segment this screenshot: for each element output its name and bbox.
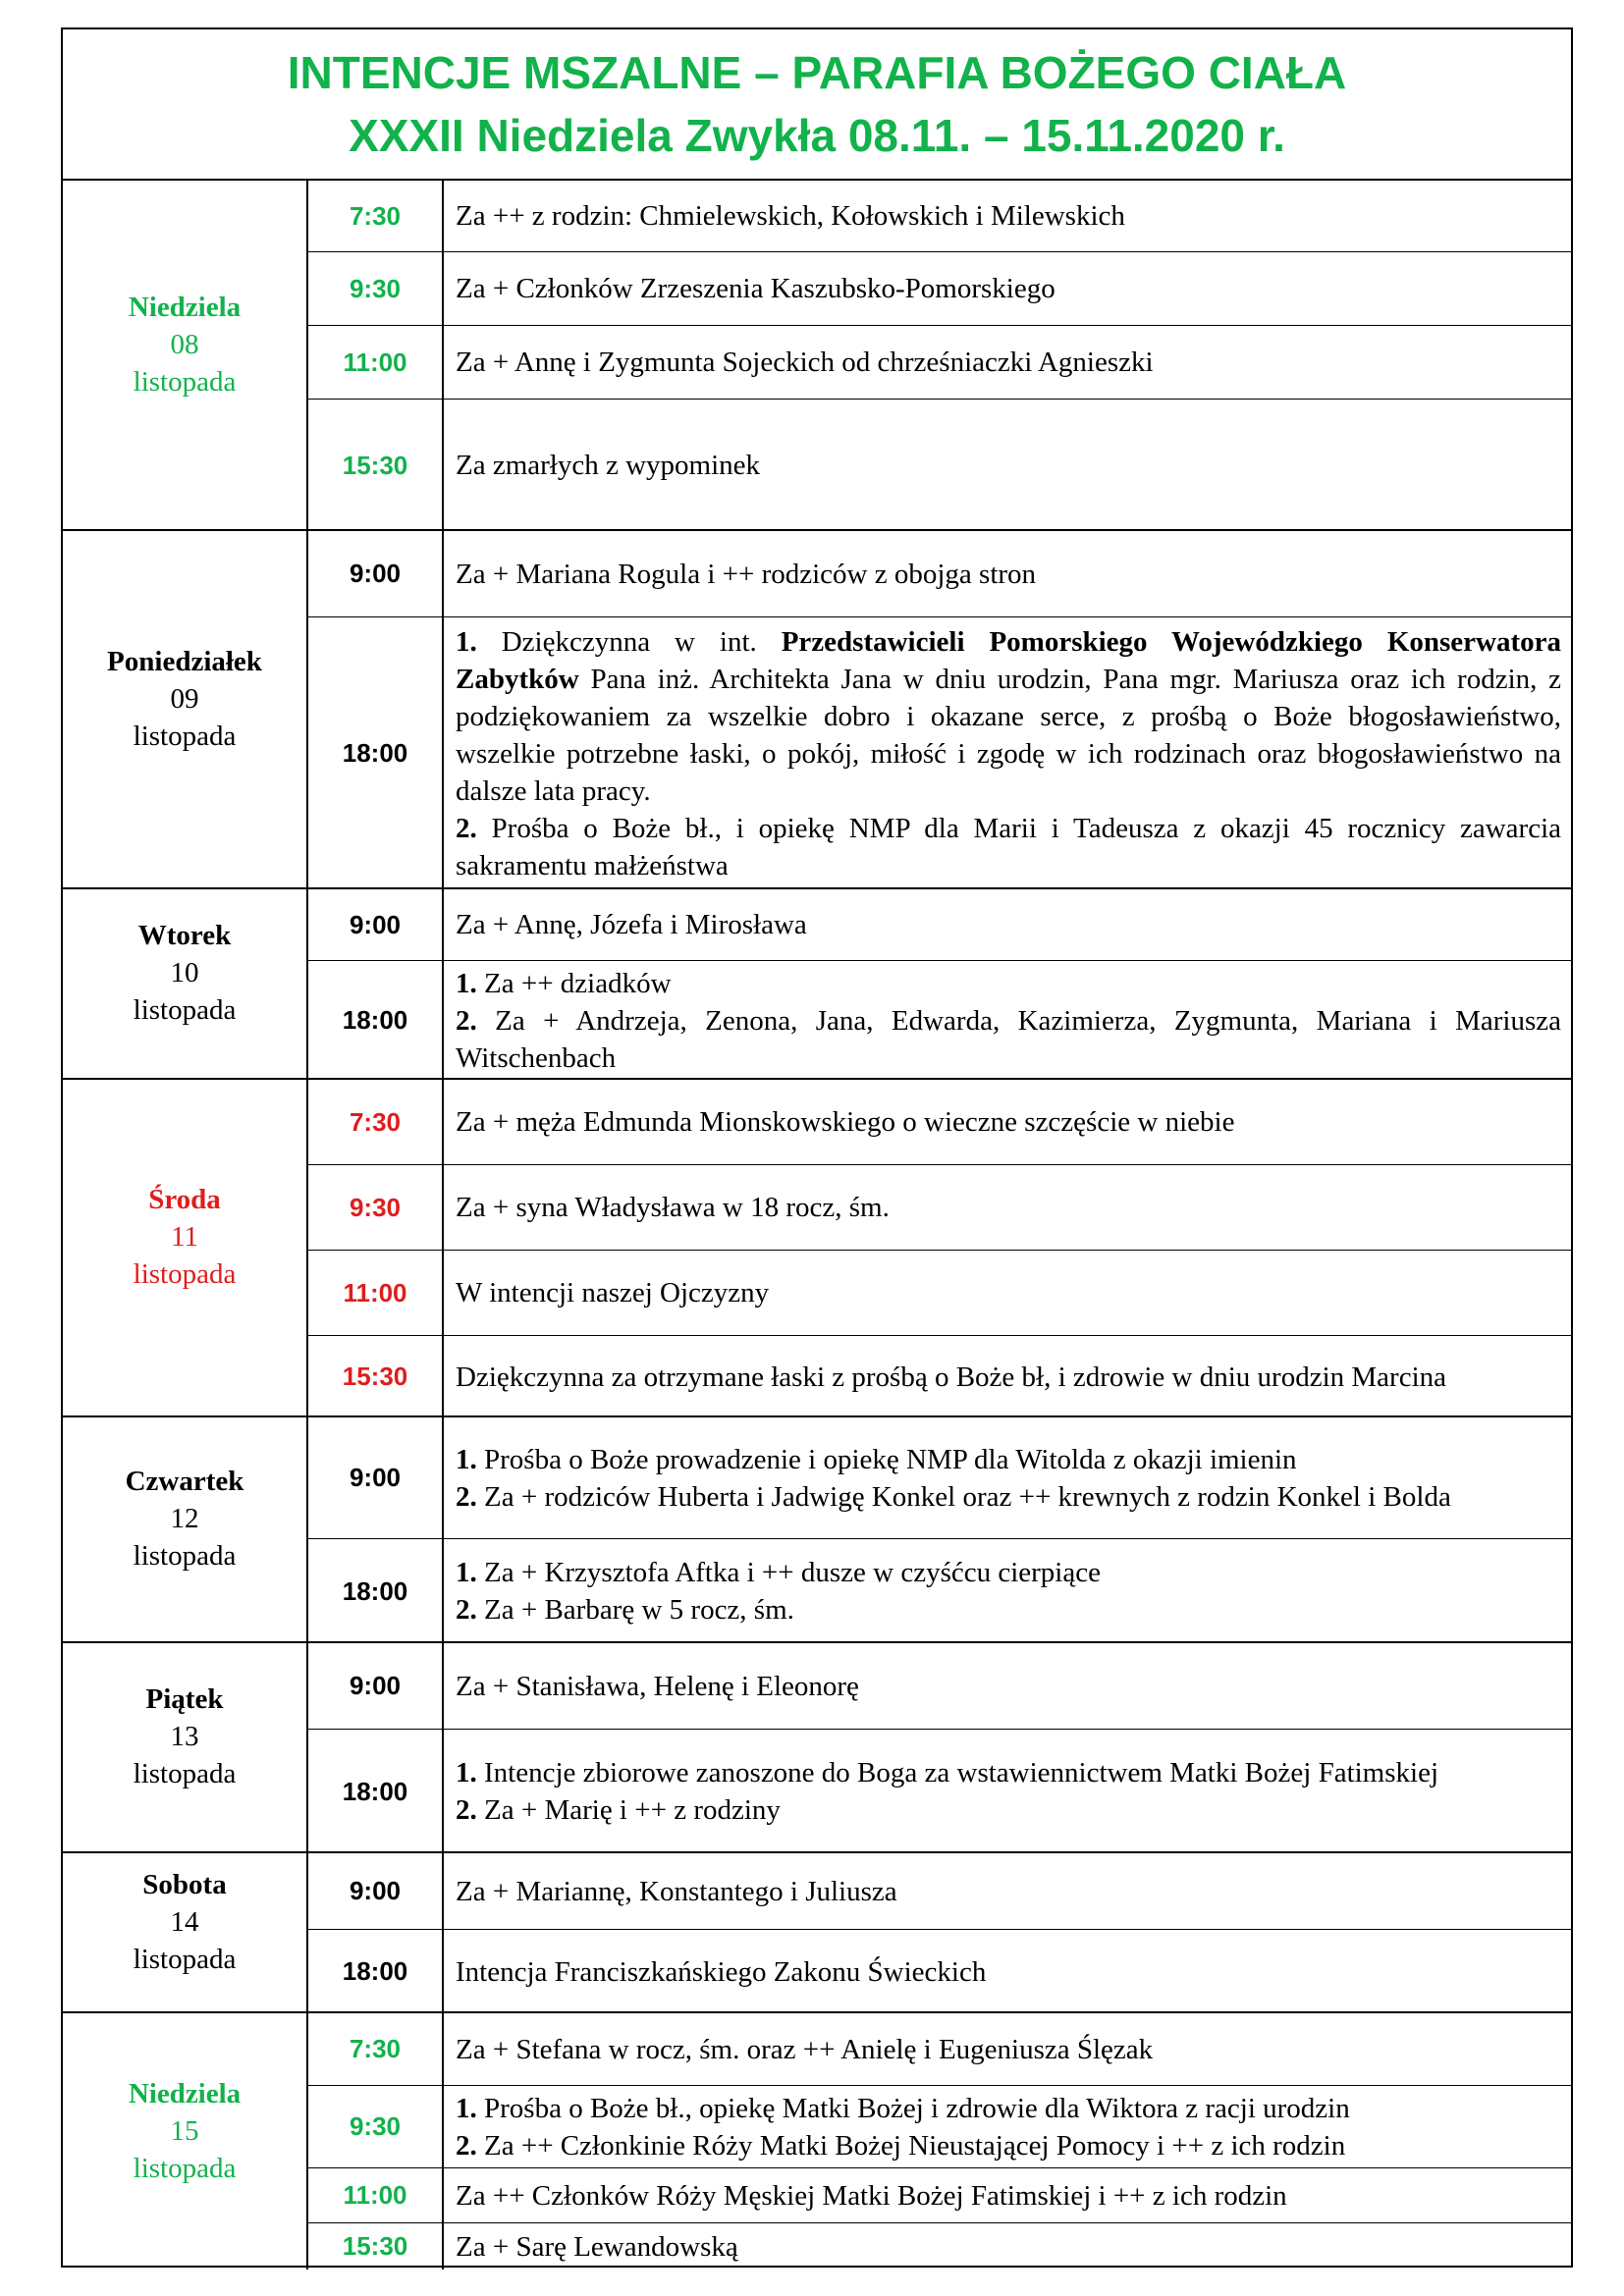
- page-header: [63, 29, 1571, 181]
- mass-slot: [308, 1539, 1571, 1643]
- day-month: listopada: [133, 1540, 237, 1572]
- day-row-wednesday-11: [63, 1080, 1571, 1417]
- mass-slot: [308, 2223, 1571, 2269]
- mass-slot: [308, 400, 1571, 531]
- day-row-tuesday-10: [63, 889, 1571, 1080]
- day-row-saturday-14: [63, 1853, 1571, 2013]
- day-number: 14: [170, 1905, 199, 1938]
- day-name: Niedziela: [128, 2077, 242, 2109]
- mass-time: 18:00: [308, 1539, 444, 1643]
- mass-slot: [308, 1930, 1571, 2013]
- page-title: INTENCJE MSZALNE – PARAFIA BOŻEGO CIAŁA: [287, 47, 1347, 98]
- mass-intention: Za + męża Edmunda Mionskowskiego o wieczne szczęście w niebie: [456, 1106, 1235, 1138]
- day-label: [63, 531, 308, 887]
- mass-time: 9:00: [308, 889, 444, 960]
- mass-time: 11:00: [308, 2168, 444, 2222]
- day-number: 10: [170, 957, 199, 988]
- day-month: listopada: [133, 2152, 237, 2184]
- mass-intention: Dziękczynna za otrzymane łaski z prośbą o Boże bł, i zdrowie w dniu urodzin Marcina: [456, 1361, 1446, 1393]
- day-label: [63, 2013, 308, 2269]
- mass-intention: 1. Intencje zbiorowe zanoszone do Boga za wstawiennictwem Matki Bożej Fatimskiej 2. Za + Marię i ++ z rodziny: [456, 1757, 1439, 1826]
- mass-slot: [308, 1165, 1571, 1251]
- mass-slot: [308, 961, 1571, 1080]
- day-label: [63, 1417, 308, 1641]
- mass-slot: [308, 1730, 1571, 1853]
- day-row-sunday-15: [63, 2013, 1571, 2269]
- mass-slot: [308, 531, 1571, 617]
- mass-slot: [308, 181, 1571, 252]
- mass-time: 18:00: [308, 617, 444, 889]
- mass-intention: W intencji naszej Ojczyzny: [456, 1277, 770, 1308]
- mass-intentions-sheet: [61, 27, 1573, 2268]
- mass-time: 9:30: [308, 252, 444, 325]
- mass-time: 7:30: [308, 1080, 444, 1164]
- mass-slot: [308, 2168, 1571, 2223]
- mass-slot: [308, 1336, 1571, 1417]
- mass-time: 7:30: [308, 2013, 444, 2085]
- mass-intention: 1. Prośba o Boże prowadzenie i opiekę NMP dla Witolda z okazji imienin 2. Za + rodziców Huberta i Jadwigę Konkel oraz ++ krewnych z rodzin Konkel i Bolda: [456, 1443, 1451, 1513]
- day-label: [63, 889, 308, 1078]
- day-name: Czwartek: [125, 1466, 244, 1497]
- mass-slot: [308, 2086, 1571, 2168]
- day-number: 09: [170, 682, 199, 715]
- day-name: Środa: [148, 1184, 221, 1215]
- day-row-thursday-12: [63, 1417, 1571, 1643]
- day-number: 12: [170, 1503, 199, 1534]
- mass-intention: Za + Annę, Józefa i Mirosława: [456, 909, 807, 940]
- day-label: [63, 181, 308, 529]
- mass-intention: Za ++ z rodzin: Chmielewskich, Kołowskich i Milewskich: [456, 200, 1125, 232]
- mass-intention: 1. Za + Krzysztofa Aftka i ++ dusze w czyśćcu cierpiące 2. Za + Barbarę w 5 rocz, śm.: [456, 1557, 1101, 1626]
- day-name: Niedziela: [128, 291, 242, 323]
- mass-slot: [308, 1080, 1571, 1165]
- mass-intention: Za + Stefana w rocz, śm. oraz ++ Anielę i Eugeniusza Ślęzak: [456, 2033, 1154, 2065]
- mass-slot: [308, 617, 1571, 889]
- day-row-monday-09: [63, 531, 1571, 889]
- mass-time: 9:00: [308, 1643, 444, 1729]
- page-subtitle: XXXII Niedziela Zwykła 08.11. – 15.11.2020 r.: [349, 110, 1285, 161]
- day-month: listopada: [133, 365, 237, 398]
- mass-time: 9:00: [308, 1853, 444, 1929]
- mass-slot: [308, 889, 1571, 961]
- day-month: listopada: [133, 1258, 237, 1290]
- day-number: 13: [170, 1721, 199, 1752]
- mass-intention: Za + Mariannę, Konstantego i Juliusza: [456, 1875, 897, 1907]
- day-label: [63, 1080, 308, 1415]
- mass-time: 18:00: [308, 961, 444, 1080]
- day-month: listopada: [133, 994, 237, 1026]
- mass-time: 9:00: [308, 1417, 444, 1538]
- mass-time: 15:30: [308, 2223, 444, 2269]
- mass-slot: [308, 252, 1571, 326]
- mass-intention: 1. Za ++ dziadków 2. Za + Andrzeja, Zenona, Jana, Edwarda, Kazimierza, Zygmunta, Mariana i Mariusza Witschenbach: [456, 967, 1562, 1074]
- day-number: 08: [170, 328, 199, 360]
- mass-intention: Za + Mariana Rogula i ++ rodziców z obojga stron: [456, 558, 1037, 590]
- day-label: [63, 1853, 308, 2011]
- mass-slot: [308, 326, 1571, 400]
- mass-intention: Za + Członków Zrzeszenia Kaszubsko-Pomorskiego: [456, 273, 1056, 304]
- day-name: Sobota: [142, 1868, 227, 1900]
- day-label: [63, 1643, 308, 1851]
- mass-time: 11:00: [308, 1251, 444, 1335]
- day-month: listopada: [133, 1943, 237, 1975]
- mass-intention: Za + syna Władysława w 18 rocz, śm.: [456, 1192, 890, 1223]
- mass-intention: 1. Dziękczynna w int. Przedstawicieli Pomorskiego Wojewódzkiego Konserwatora Zabytków Pana inż. Architekta Jana w dniu urodzin, Pana mgr. Mariusza oraz ich rodzin, z podziękowaniem za wszelkie dobro i okazane serce, z prośbą o Boże błogosławieństwo, wszelkie potrzebne łaski, o pokój, miłość i zgodę w ich rodzinach oraz błogosławieństwo na dalsze lata pracy. 2. Prośba o Boże bł., i opiekę NMP dla Marii i Tadeusza z okazji 45 rocznicy zawarcia sakramentu małżeństwa: [456, 625, 1562, 881]
- mass-intention: Intencja Franciszkańskiego Zakonu Świeckich: [456, 1955, 987, 1988]
- mass-slot: [308, 1853, 1571, 1930]
- mass-slot: [308, 1417, 1571, 1539]
- day-number: 15: [170, 2114, 199, 2147]
- mass-time: 9:30: [308, 1165, 444, 1250]
- mass-intention: 1. Prośba o Boże bł., opiekę Matki Bożej i zdrowie dla Wiktora z racji urodzin 2. Za ++ Członkinie Róży Matki Bożej Nieustającej Pomocy i ++ z ich rodzin: [456, 2092, 1350, 2162]
- mass-intention: Za ++ Członków Róży Męskiej Matki Bożej Fatimskiej i ++ z ich rodzin: [456, 2179, 1287, 2212]
- mass-intention: Za + Sarę Lewandowską: [456, 2230, 738, 2263]
- day-name: Piątek: [145, 1683, 224, 1715]
- mass-time: 11:00: [308, 326, 444, 399]
- day-name: Poniedziałek: [107, 645, 262, 677]
- mass-time: 9:30: [308, 2086, 444, 2167]
- mass-slot: [308, 1643, 1571, 1730]
- mass-slot: [308, 2013, 1571, 2086]
- mass-time: 15:30: [308, 1336, 444, 1417]
- mass-intention: Za zmarłych z wypominek: [456, 450, 761, 481]
- mass-time: 18:00: [308, 1730, 444, 1853]
- day-month: listopada: [133, 1758, 237, 1789]
- mass-intention: Za + Stanisława, Helenę i Eleonorę: [456, 1670, 859, 1702]
- mass-time: 15:30: [308, 400, 444, 531]
- mass-time: 9:00: [308, 531, 444, 616]
- day-month: listopada: [133, 720, 237, 752]
- mass-time: 18:00: [308, 1930, 444, 2013]
- mass-time: 7:30: [308, 181, 444, 251]
- day-row-sunday-08: [63, 181, 1571, 531]
- mass-intention: Za + Annę i Zygmunta Sojeckich od chrześniaczki Agnieszki: [456, 347, 1154, 378]
- mass-slot: [308, 1251, 1571, 1336]
- day-name: Wtorek: [137, 920, 232, 951]
- day-row-friday-13: [63, 1643, 1571, 1853]
- day-number: 11: [171, 1221, 198, 1253]
